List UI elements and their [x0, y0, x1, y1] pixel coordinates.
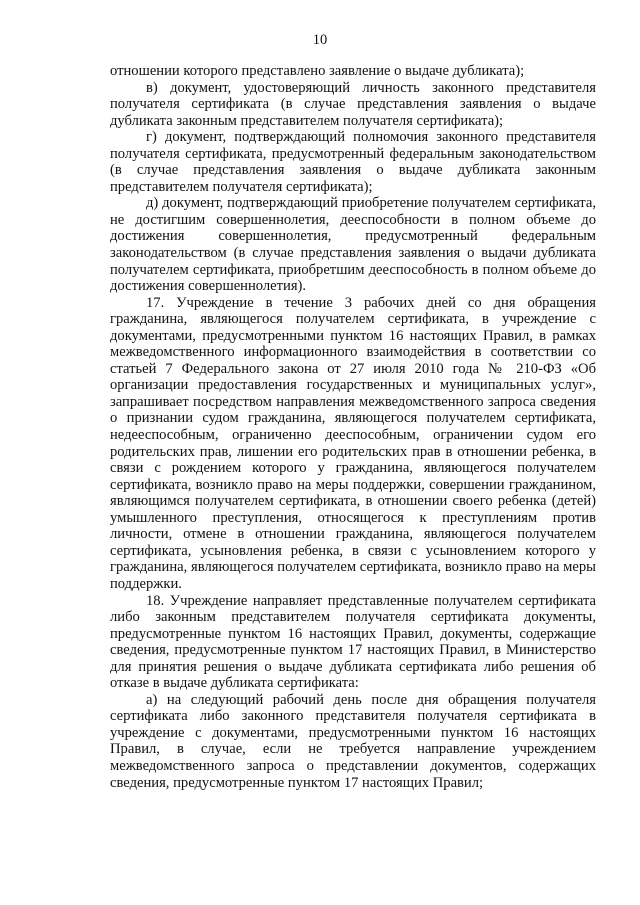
paragraph-clause-17: 17. Учреждение в течение 3 рабочих дней со дня обращения гражданина, являющегося получателем сертификата, в учреждение с документами, предусмотренными пунктом 16 настоящих Правил, в рамках межведомственного информационного взаимодействия в соответствии со статьей 7 Федерального закона от 27 июля 2010 года № 210-ФЗ «Об организации предоставления государственных и муниципальных услуг», запрашивает посредством направления межведомственного запроса сведения о признании судом гражданина, являющегося получателем сертификата, недееспособным, ограниченно дееспособным, ограничении судом его родительских прав, лишении его родительских прав в отношении ребенка, в связи с рождением которого у гражданина, являющегося получателем сертификата, возникло право на меры поддержки, совершении гражданином, являющимся получателем сертификата, в отношении своего ребенка (детей) умышленного преступления, относящегося к преступлениям против личности, отмене в отношении гражданина, являющегося получателем сертификата, усыновления ребенка, в связи с усыновлением которого у гражданина, являющегося получателем сертификата, возникло право на меры поддержки.	[110, 294, 596, 592]
paragraph-item-v: в) документ, удостоверяющий личность законного представителя получателя сертификата (в случае представления заявления о выдаче дубликата законным представителем получателя сертификата);	[110, 79, 596, 129]
document-body	[110, 63, 596, 791]
paragraph-clause-18: 18. Учреждение направляет представленные получателем сертификата либо законным представителем получателя сертификата документы, предусмотренные пунктом 16 настоящих Правил, документы, содержащие сведения, предусмотренные пунктом 17 настоящих Правил, в Министерство для принятия решения о выдаче дубликата сертификата либо решения об отказе в выдаче дубликата сертификата:	[110, 592, 596, 692]
paragraph-continuation: отношении которого представлено заявление о выдаче дубликата);	[110, 63, 525, 79]
paragraph-item-a: а) на следующий рабочий день после дня обращения получателя сертификата либо законного представителя получателя сертификата в учреждение с документами, предусмотренными пунктом 16 настоящих Правил, в случае, если не требуется направление учреждением межведомственного запроса о представлении документов, содержащих сведения, предусмотренные пунктом 17 настоящих Правил;	[110, 691, 596, 791]
paragraph-item-d: д) документ, подтверждающий приобретение получателем сертификата, не достигшим совершеннолетия, дееспособности в полном объеме до достижения совершеннолетия, предусмотренный федеральным законодательством (в случае представления заявления о выдачи дубликата получателем сертификата, приобретшим дееспособность в полном объеме до достижения совершеннолетия).	[110, 195, 596, 295]
paragraph-item-g: г) документ, подтверждающий полномочия законного представителя получателя сертификата, предусмотренный федеральным законодательством (в случае представления заявления о выдаче дубликата законным представителем получателя сертификата);	[110, 129, 596, 195]
page-number: 10	[312, 32, 328, 48]
